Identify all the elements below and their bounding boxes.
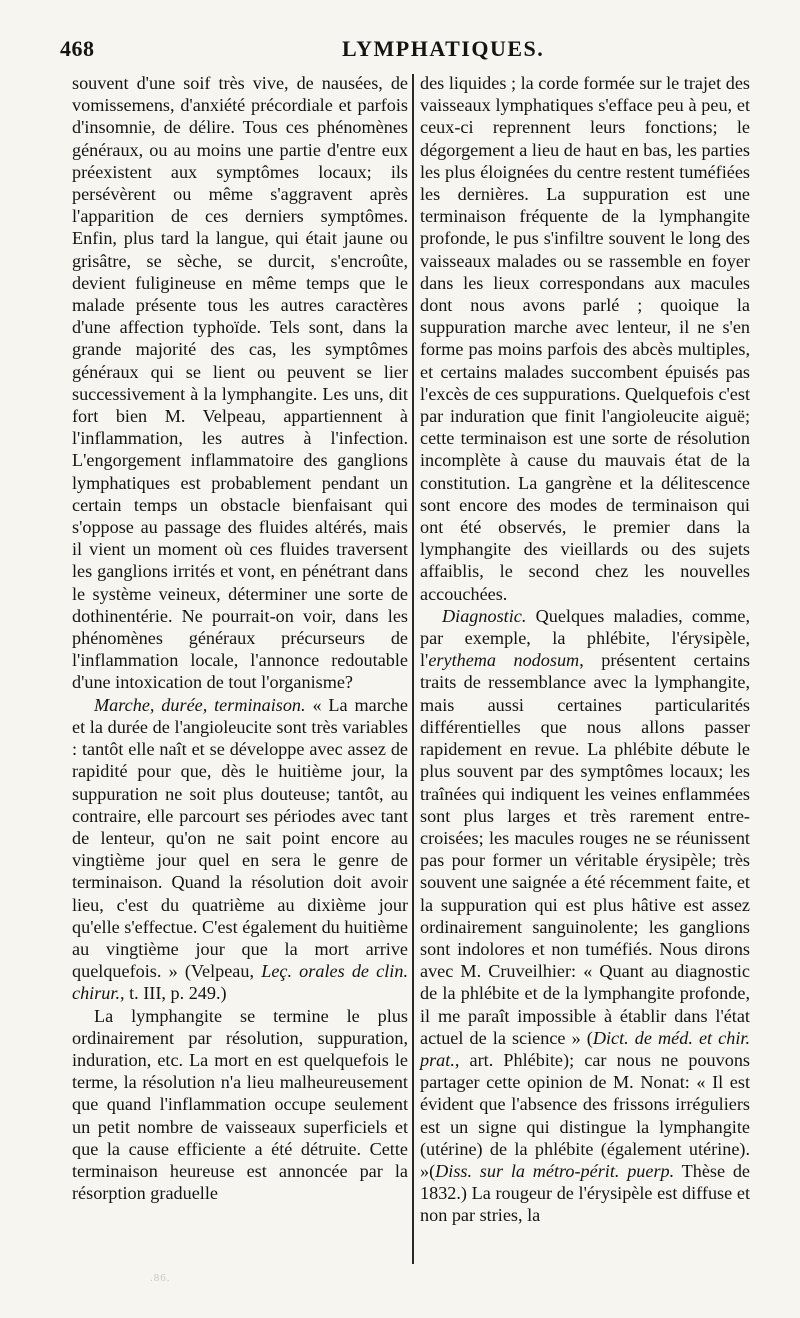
right-paragraph-2-a: Quelques maladies, comme, par exemple, la phlébite, l'érysipèle, l' bbox=[420, 605, 750, 671]
section-heading-diagnostic: Diagnostic. bbox=[442, 605, 527, 626]
running-title: LYMPHATIQUES. bbox=[342, 36, 545, 61]
faint-bleedthrough-mark: .86. bbox=[150, 1272, 171, 1284]
right-paragraph-2-b: , présentent certains traits de ressemblance avec la lymphangite, mais aussi certaines particularités différentielles que nous allons passer rapidement en revue. La phlébite débute le plus souvent par des symptômes locaux; les traînées qui indiquent les veines enflammées sont plus larges et très rarement entre-croisées; les macules rouges ne se réunissent pas pour former un véritable érysipèle; très souvent une saignée a été récemment faite, et la suppuration qui est plus hâtive est assez ordinairement sanguinolente; les ganglions sont indolores et non tuméfiés. Nous dirons avec M. Cruveilhier: « Quant au diagnostic de la phlébite et de la lymphangite profonde, il me paraît impossible à établir dans l'état actuel de la science » ( bbox=[420, 650, 750, 1048]
right-paragraph-1: des liquides ; la corde formée sur le trajet des vaisseaux lymphatiques s'efface peu à peu, et ceux-ci reprennent leurs fonctions; le dégorgement a lieu de haut en bas, les parties les plus éloignées du centre restent tuméfiées les dernières. La suppuration est une terminaison fréquente de la lymphangite profonde, le pus s'infiltre souvent le long des vaisseaux malades ou se rassemble en foyer dans les lieux correspondans aux macules dont nous avons parlé ; quoique la suppuration marche avec lenteur, il ne s'en forme pas moins parfois des abcès multiples, et certains malades succombent épuisés pas l'excès de ces suppurations. Quelquefois c'est par induration que finit l'angioleucite aiguë; cette terminaison est une sorte de résolution incomplète à cause du mauvais état de la constitution. La gangrène et la délitescence sont encore des modes de terminaison qui ont été observés, le premier dans la lymphangite des vieillards ou des sujets affaiblis, le second chez les nouvelles accouchées. bbox=[420, 73, 750, 604]
left-paragraph-1: souvent d'une soif très vive, de nausées, de vomissemens, d'anxiété précordiale et parfois d'insomnie, de délire. Tous ces phénomènes généraux, ou au moins une partie d'entre eux préexistent aux symptômes locaux; ils persévèrent ou même s'aggravent après l'apparition de ces derniers symptômes. Enfin, plus tard la langue, qui était jaune ou grisâtre, se sèche, se durcit, s'encroûte, devient fuligineuse en même temps que le malade présente tous les autres caractères d'une affection typhoïde. Tels sont, dans la grande majorité des cas, les symptômes généraux qui se lient ou peuvent se lier successivement à la lymphangite. Les uns, dit fort bien M. Velpeau, appartiennent à l'inflammation, les autres à l'infection. L'engorgement inflammatoire des ganglions lymphatiques est probablement pendant un certain temps un obstacle bienfaisant qui s'oppose au passage des fluides altérés, mais il vient un moment où ces fluides traversent les ganglions irrités et vont, en pénétrant dans le système veineux, déterminer une sorte de dothinentérie. Ne pourrait-on voir, dans les phénomènes généraux précurseurs de l'inflammation locale, l'annonce redoutable d'une intoxication de tout l'organisme? bbox=[72, 73, 408, 693]
right-paragraph-2-d: Thèse de 1832.) La rougeur de l'érysipèle est diffuse et non par stries, la bbox=[420, 1160, 750, 1226]
right-paragraph-2-c: , art. Phlébite); car nous ne pouvons partager cette opinion de M. Nonat: « Il est évident que l'absence des frissons irréguliers est un signe qui distingue la lymphangite (utérine) de la phlébite (également utérine). »( bbox=[420, 1049, 750, 1181]
velpeau-reference-end: , t. III, p. 249.) bbox=[120, 983, 227, 1004]
left-paragraph-2 bbox=[72, 694, 408, 1005]
page-number: 468 bbox=[60, 36, 95, 61]
left-column bbox=[72, 72, 408, 1204]
dict-reference: Dict. de méd. et chir. prat. bbox=[420, 1027, 751, 1070]
right-column bbox=[420, 72, 750, 1227]
erythema-nodosum: erythema nodosum bbox=[428, 650, 580, 671]
section-heading-marche: Marche, durée, terminaison. bbox=[94, 694, 306, 715]
left-paragraph-2-text: « La marche et la durée de l'angioleucite sont très variables : tantôt elle naît et se développe avec assez de rapidité pour que, dès le huitième jour, la suppuration ne soit plus douteuse; tantôt, au contraire, elle parcourt ses périodes avec tant de lenteur, qu'on ne sait point encore au vingtième jour quel en sera le genre de terminaison. Quand la résolution doit avoir lieu, c'est du quatrième au dixième jour qu'elle s'effectue. C'est également du huitième au vingtième jour que la mort arrive quelquefois. » (Velpeau, bbox=[72, 694, 408, 982]
column-divider bbox=[412, 74, 414, 1264]
left-paragraph-3: La lymphangite se termine le plus ordinairement par résolution, suppuration, induration, etc. La mort en est quelquefois le terme, la résolution n'a lieu malheureusement que quand l'inflammation occupe seulement un petit nombre de vaisseaux superficiels et que la cause efficiente a été détruite. Cette terminaison heureuse est annoncée par la résorption graduelle bbox=[72, 1005, 408, 1204]
diss-reference: Diss. sur la métro-périt. puerp. bbox=[435, 1160, 675, 1181]
velpeau-reference: Leç. orales de clin. chirur. bbox=[72, 961, 408, 1004]
right-paragraph-2 bbox=[420, 605, 750, 1227]
page-header bbox=[60, 36, 760, 68]
